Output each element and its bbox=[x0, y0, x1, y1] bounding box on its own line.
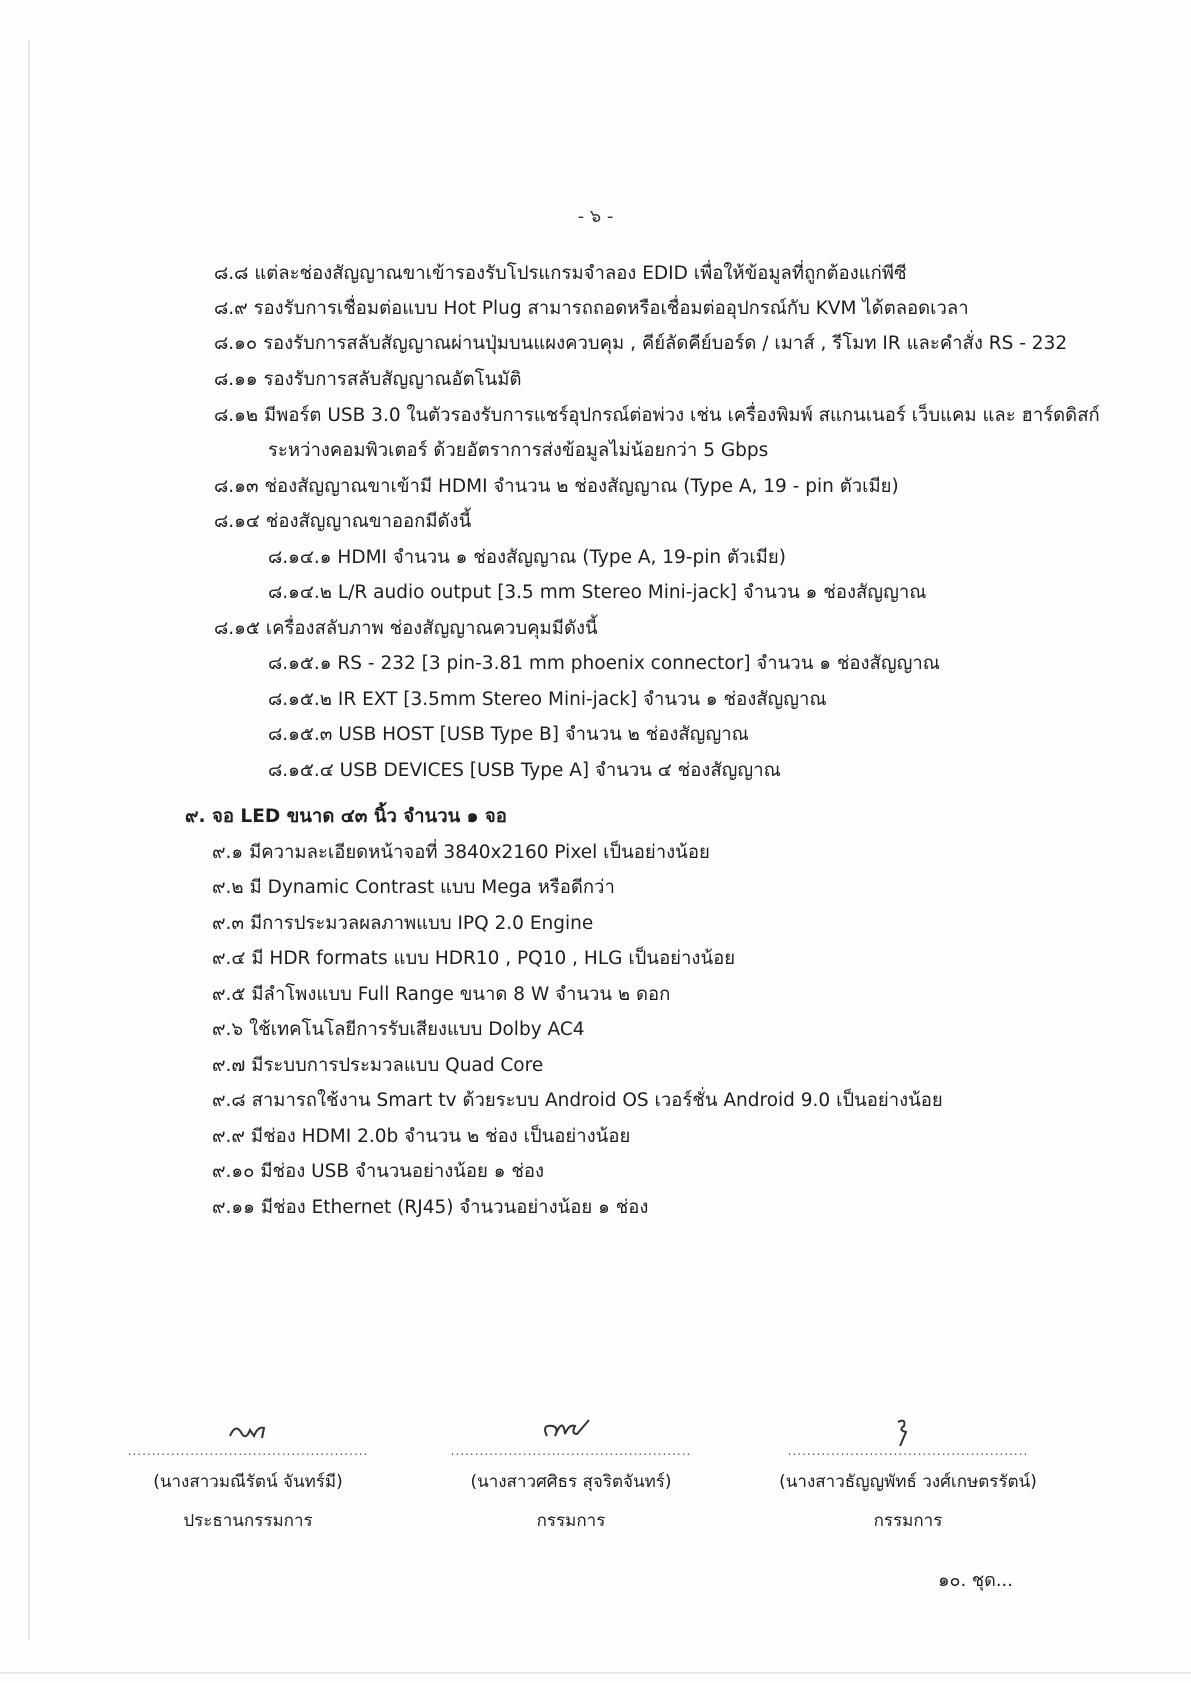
sub-list-item: ๘.๑๕.๒ IR EXT [3.5mm Stereo Mini-jack] จำนวน ๑ ช่องสัญญาณ bbox=[268, 689, 827, 710]
sub-list-item: ๘.๑๕.๔ USB DEVICES [USB Type A] จำนวน ๔ ช่องสัญญาณ bbox=[268, 760, 781, 781]
signature-line: .................................................. bbox=[787, 1444, 1029, 1458]
signature-line: .................................................. bbox=[127, 1444, 369, 1458]
scan-edge-bottom bbox=[0, 1672, 1191, 1674]
list-item: ๙.๔ มี HDR formats แบบ HDR10 , PQ10 , HLG เป็นอย่างน้อย bbox=[212, 948, 736, 969]
list-item: ๘.๘ แต่ละช่องสัญญาณขาเข้ารองรับโปรแกรมจำลอง EDID เพื่อให้ข้อมูลที่ถูกต้องแก่พีซี bbox=[214, 263, 907, 284]
signature-block-member-1 bbox=[441, 1410, 701, 1534]
signature-role: กรรมการ bbox=[536, 1511, 606, 1531]
signatory-role: ประธานกรรมการ bbox=[183, 1511, 313, 1531]
sub-list-item: ๘.๑๕.๓ USB HOST [USB Type B] จำนวน ๒ ช่องสัญญาณ bbox=[268, 724, 749, 745]
list-item: ๙.๑ มีความละเอียดหน้าจอที่ 3840x2160 Pixel เป็นอย่างน้อย bbox=[212, 842, 710, 863]
page-number: - ๖ - bbox=[577, 206, 614, 227]
list-item: ๘.๑๓ ช่องสัญญาณขาเข้ามี HDMI จำนวน ๒ ช่องสัญญาณ (Type A, 19 - pin ตัวเมีย) bbox=[214, 476, 899, 497]
list-item: ๘.๑๑ รองรับการสลับสัญญาณอัตโนมัติ bbox=[214, 369, 522, 390]
list-item: ๘.๑๔ ช่องสัญญาณขาออกมีดังนี้ bbox=[214, 511, 472, 532]
signatory-name: (นางสาวศศิธร สุจริตจันทร์) bbox=[470, 1472, 672, 1492]
signature-mark bbox=[118, 1410, 378, 1446]
list-item: ๘.๑๐ รองรับการสลับสัญญาณผ่านปุ่มบนแผงควบคุม , คีย์ลัดคีย์บอร์ด / เมาส์ , รีโมท IR และคำสั่ง RS - 232 bbox=[214, 333, 1068, 354]
list-item: ๙.๕ มีลำโพงแบบ Full Range ขนาด 8 W จำนวน ๒ ดอก bbox=[212, 984, 671, 1005]
list-item: ๘.๑๒ มีพอร์ต USB 3.0 ในตัวรองรับการแชร์อุปกรณ์ต่อพ่วง เช่น เครื่องพิมพ์ สแกนเนอร์ เว็บแคม และ ฮาร์ดดิสก์ bbox=[214, 405, 1100, 426]
list-item: ๙.๒ มี Dynamic Contrast แบบ Mega หรือดีกว่า bbox=[212, 877, 615, 898]
scan-edge-left bbox=[28, 40, 30, 1640]
signature-block-chair bbox=[118, 1410, 378, 1534]
signature-mark bbox=[441, 1410, 701, 1446]
list-item: ๘.๑๕ เครื่องสลับภาพ ช่องสัญญาณควบคุมมีดังนี้ bbox=[214, 618, 598, 639]
signatory-name: (นางสาวมณีรัตน์ จันทร์มี) bbox=[153, 1472, 343, 1492]
section-heading: ๙. จอ LED ขนาด ๔๓ นิ้ว จำนวน ๑ จอ bbox=[185, 806, 507, 827]
sub-list-item: ๘.๑๕.๑ RS - 232 [3 pin-3.81 mm phoenix connector] จำนวน ๑ ช่องสัญญาณ bbox=[268, 653, 940, 674]
list-item: ๙.๑๑ มีช่อง Ethernet (RJ45) จำนวนอย่างน้อย ๑ ช่อง bbox=[212, 1197, 649, 1218]
signatory-name: (นางสาวธัญญพัทธ์ วงศ์เกษตรรัตน์) bbox=[779, 1472, 1037, 1492]
sub-list-item: ๘.๑๔.๒ L/R audio output [3.5 mm Stereo Mini-jack] จำนวน ๑ ช่องสัญญาณ bbox=[268, 582, 927, 603]
list-item: ๙.๖ ใช้เทคโนโลยีการรับเสียงแบบ Dolby AC4 bbox=[212, 1019, 585, 1040]
list-item: ๙.๙ มีช่อง HDMI 2.0b จำนวน ๒ ช่อง เป็นอย่างน้อย bbox=[212, 1126, 631, 1147]
signature-block-member-2 bbox=[778, 1410, 1038, 1534]
list-item: ๙.๑๐ มีช่อง USB จำนวนอย่างน้อย ๑ ช่อง bbox=[212, 1161, 545, 1182]
list-item: ๙.๗ มีระบบการประมวลแบบ Quad Core bbox=[212, 1055, 544, 1076]
list-item-continuation: ระหว่างคอมพิวเตอร์ ด้วยอัตราการส่งข้อมูลไม่น้อยกว่า 5 Gbps bbox=[268, 440, 769, 461]
signatory-role: กรรมการ bbox=[873, 1511, 943, 1531]
list-item: ๙.๓ มีการประมวลผลภาพแบบ IPQ 2.0 Engine bbox=[212, 913, 594, 934]
sub-list-item: ๘.๑๔.๑ HDMI จำนวน ๑ ช่องสัญญาณ (Type A, 19-pin ตัวเมีย) bbox=[268, 547, 786, 568]
list-item: ๘.๙ รองรับการเชื่อมต่อแบบ Hot Plug สามารถถอดหรือเชื่อมต่ออุปกรณ์กับ KVM ได้ตลอดเวลา bbox=[214, 298, 969, 319]
signature-line: .................................................. bbox=[450, 1444, 692, 1458]
signature-mark bbox=[778, 1410, 1038, 1446]
continuation-marker: ๑๐. ชุด... bbox=[938, 1570, 1013, 1591]
list-item: ๙.๘ สามารถใช้งาน Smart tv ด้วยระบบ Android OS เวอร์ชั่น Android 9.0 เป็นอย่างน้อย bbox=[212, 1090, 943, 1111]
